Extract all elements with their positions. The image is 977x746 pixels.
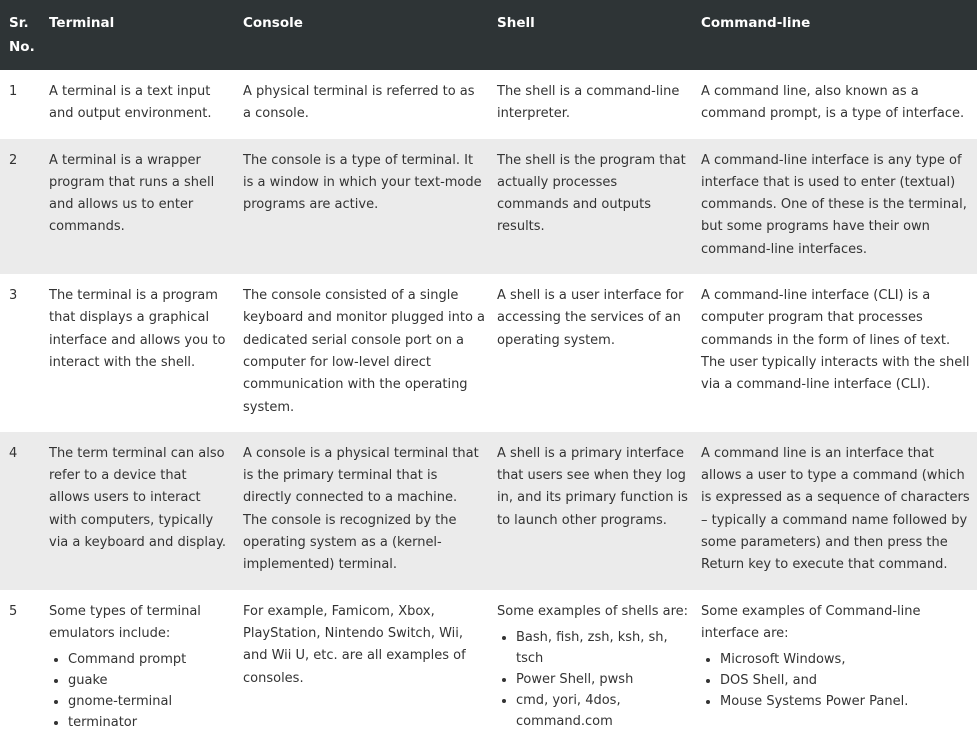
row-number: 3	[9, 288, 18, 304]
terminal-cell: A terminal is a text input and output environment.	[49, 84, 212, 122]
command-line-cell: A command-line interface (CLI) is a computer program that processes commands in the form of lines of text. The user typically interacts with the shell via a command-line interface (CLI).	[701, 288, 970, 393]
list-item: • Bash, fish, zsh, ksh, sh, tsch	[516, 627, 689, 669]
table-row	[0, 70, 977, 139]
row-number: 1	[9, 84, 18, 99]
shell-example-list	[497, 627, 689, 732]
list-item: • terminator	[68, 712, 231, 733]
shell-cell: The shell is a command-line interpreter.	[497, 84, 680, 122]
row-number: 5	[9, 603, 18, 619]
terminal-cell: A terminal is a wrapper program that runs a shell and allows us to enter commands.	[49, 152, 215, 235]
header-sr-no: Sr. No.	[9, 15, 35, 55]
command-line-cell	[695, 590, 977, 746]
shell-cell: A shell is a user interface for accessing the services of an operating system.	[497, 288, 684, 348]
header-command-line: Command-line	[701, 15, 811, 31]
console-cell: The console consisted of a single keyboard and monitor plugged into a dedicated serial console port on a computer for low-level direct communication with the operating system.	[243, 288, 486, 415]
table-header-row	[0, 0, 977, 70]
table-row	[0, 139, 977, 274]
row-number: 4	[9, 445, 18, 461]
shell-cell: The shell is the program that actually processes commands and outputs results.	[497, 152, 686, 235]
list-item: • gnome-terminal	[68, 691, 231, 712]
terminal-cell: The terminal is a program that displays a graphical interface and allows you to interact with the shell.	[49, 288, 226, 370]
list-item: • Command prompt	[68, 649, 231, 670]
header-terminal: Terminal	[49, 15, 115, 31]
terminal-emulator-list	[49, 649, 231, 733]
console-cell: The console is a type of terminal. It is a window in which your text-mode programs are active.	[243, 152, 482, 213]
table-row	[0, 590, 977, 746]
command-line-cell: A command line is an interface that allows a user to type a command (which is expressed as a sequence of characters – typically a command name followed by some parameters) and then press the Return key to execute that command.	[701, 445, 970, 573]
list-item: • DOS Shell, and	[720, 670, 971, 691]
header-shell: Shell	[497, 15, 535, 31]
list-item: • guake	[68, 670, 231, 691]
shell-cell	[491, 590, 695, 746]
shell-cell: A shell is a primary interface that users see when they log in, and its primary function is to launch other programs.	[497, 445, 688, 528]
table-row	[0, 432, 977, 590]
table-row	[0, 274, 977, 432]
shell-intro-text: Some examples of shells are:	[497, 603, 689, 619]
console-cell: A physical terminal is referred to as a console.	[243, 84, 475, 122]
terminal-cell: The term terminal can also refer to a device that allows users to interact with computers, typically via a keyboard and display.	[49, 445, 226, 551]
list-item: • Microsoft Windows,	[720, 649, 971, 670]
console-cell: A console is a physical terminal that is the primary terminal that is directly connected to a machine. The console is recognized by the operating system as a (kernel-implemented) terminal.	[243, 445, 479, 573]
row-number: 2	[9, 152, 18, 168]
console-cell: For example, Famicom, Xbox, PlayStation, Nintendo Switch, Wii, and Wii U, etc. are all examples of consoles.	[243, 603, 466, 686]
header-console: Console	[243, 15, 303, 31]
terminal-cell	[43, 590, 237, 746]
command-line-cell: A command line, also known as a command prompt, is a type of interface.	[701, 84, 965, 122]
command-line-example-list	[701, 649, 971, 712]
command-line-cell: A command-line interface is any type of interface that is used to enter (textual) commands. One of these is the terminal, but some programs have their own command-line interfaces.	[701, 152, 967, 257]
list-item: • cmd, yori, 4dos, command.com	[516, 690, 689, 732]
command-line-intro-text: Some examples of Command-line interface are:	[701, 603, 921, 641]
list-item: • Power Shell, pwsh	[516, 669, 689, 690]
terminal-intro-text: Some types of terminal emulators include:	[49, 603, 201, 641]
list-item: • Mouse Systems Power Panel.	[720, 691, 971, 712]
